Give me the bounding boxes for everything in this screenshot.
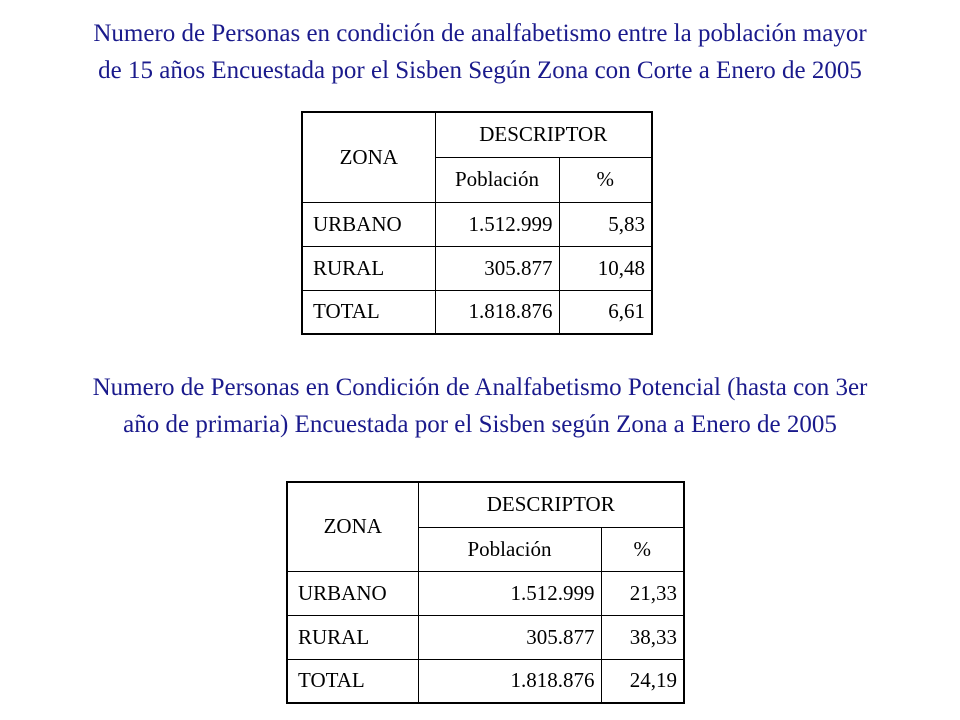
header-zona: ZONA (287, 482, 418, 571)
table-row (287, 659, 684, 703)
header-percent: % (559, 157, 652, 202)
header-poblacion: Población (418, 527, 601, 571)
table-row (287, 615, 684, 659)
cell-percent: 38,33 (601, 615, 684, 659)
cell-poblacion: 1.818.876 (418, 659, 601, 703)
table-row (302, 202, 652, 246)
cell-zona: URBANO (287, 571, 418, 615)
cell-zona: URBANO (302, 202, 435, 246)
cell-zona: RURAL (287, 615, 418, 659)
table-row (302, 290, 652, 334)
cell-zona: TOTAL (302, 290, 435, 334)
cell-poblacion: 1.512.999 (435, 202, 559, 246)
table2-title-line2: año de primaria) Encuestada por el Sisben según Zona a Enero de 2005 (123, 411, 837, 438)
cell-zona: TOTAL (287, 659, 418, 703)
header-zona: ZONA (302, 112, 435, 202)
header-descriptor: DESCRIPTOR (435, 112, 652, 157)
cell-percent: 24,19 (601, 659, 684, 703)
table1-title-line1: Numero de Personas en condición de analfabetismo entre la población mayor (93, 20, 867, 47)
cell-poblacion: 305.877 (435, 246, 559, 290)
cell-percent: 6,61 (559, 290, 652, 334)
table1-title (0, 15, 960, 89)
cell-poblacion: 305.877 (418, 615, 601, 659)
illiteracy-table (301, 111, 653, 335)
header-descriptor: DESCRIPTOR (418, 482, 684, 527)
cell-zona: RURAL (302, 246, 435, 290)
cell-poblacion: 1.818.876 (435, 290, 559, 334)
table1-title-line2: de 15 años Encuestada por el Sisben Según Zona con Corte a Enero de 2005 (98, 57, 862, 84)
table-row (302, 246, 652, 290)
table2-title (0, 369, 960, 443)
potential-illiteracy-table (286, 481, 685, 704)
header-percent: % (601, 527, 684, 571)
header-poblacion: Población (435, 157, 559, 202)
cell-percent: 21,33 (601, 571, 684, 615)
cell-percent: 10,48 (559, 246, 652, 290)
cell-poblacion: 1.512.999 (418, 571, 601, 615)
table2-title-line1: Numero de Personas en Condición de Analfabetismo Potencial (hasta con 3er (92, 374, 868, 401)
cell-percent: 5,83 (559, 202, 652, 246)
table-row (287, 571, 684, 615)
